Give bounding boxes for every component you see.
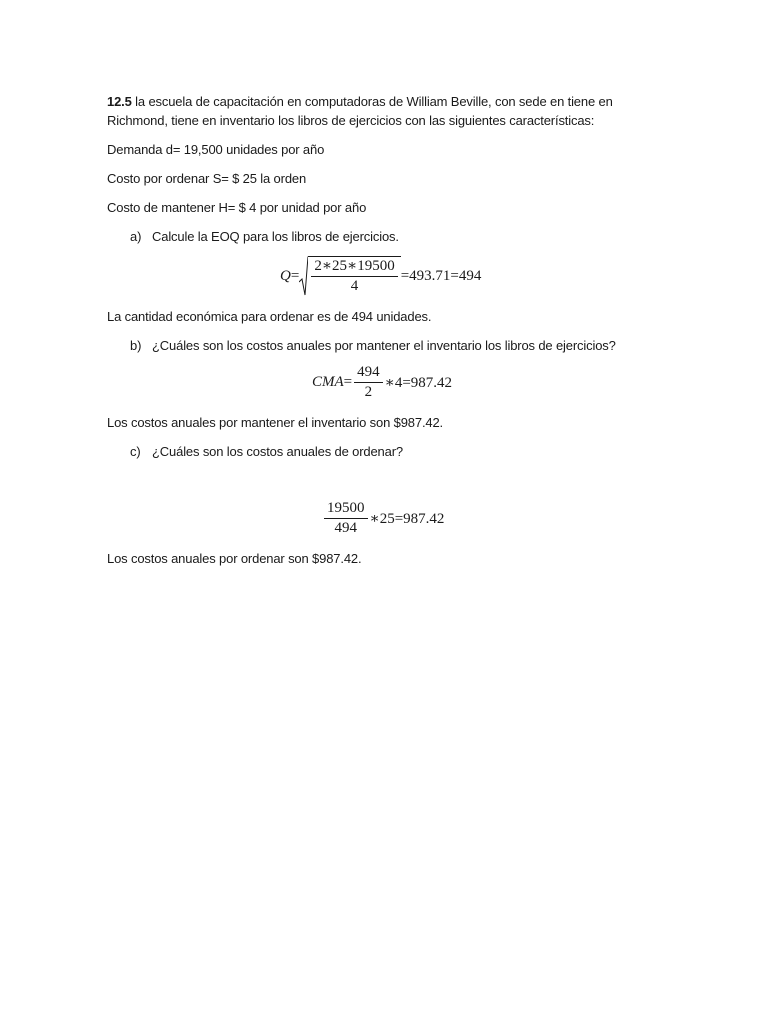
cma-lhs: CMA [312,373,344,390]
cma-numerator: 494 [354,364,383,383]
order-cost-line: Costo por ordenar S= $ 25 la orden [107,171,307,186]
cma-formula [312,363,452,401]
answer-b: Los costos anuales por mantener el inventario son $987.42. [107,415,444,430]
eoq-equals: = [290,267,300,284]
sqrt-symbol [299,256,400,296]
cma-fraction [354,364,383,401]
intro-line-1 [107,92,613,111]
order-cost-denominator: 494 [334,519,357,536]
eoq-numerator: 2∗25∗19500 [311,258,397,277]
cma-denominator: 2 [364,383,373,400]
cma-equals: = [343,373,353,390]
eoq-denominator: 4 [350,278,359,294]
eoq-fraction [311,258,397,295]
question-c-label: c) [130,444,141,459]
question-a-text: Calcule la EOQ para los libros de ejercicios. [152,229,399,244]
question-a-label: a) [130,229,142,244]
order-cost-fraction [324,500,368,537]
eoq-lhs: Q [280,267,291,284]
problem-number: 12.5 [107,94,132,109]
question-b-label: b) [130,338,142,353]
eoq-formula [280,256,481,296]
answer-a: La cantidad económica para ordenar es de 494 unidades. [107,309,432,324]
question-b [130,336,616,355]
question-c [130,442,403,461]
question-b-text: ¿Cuáles son los costos anuales por mantener el inventario los libros de ejercicios? [152,338,616,353]
holding-cost-line: Costo de mantener H= $ 4 por unidad por año [107,200,367,215]
question-c-text: ¿Cuáles son los costos anuales de ordenar? [152,444,403,459]
demand-line: Demanda d= 19,500 unidades por año [107,142,325,157]
order-cost-numerator: 19500 [324,500,368,519]
eoq-result: =493.71=494 [400,267,482,284]
intro-text-1: la escuela de capacitación en computadoras de William Beville, con sede en tiene en [131,94,613,109]
order-cost-result: ∗25=987.42 [369,510,445,527]
question-a [130,227,399,246]
cma-result: ∗4=987.42 [384,374,453,391]
intro-line-2: Richmond, tiene en inventario los libros de ejercicios con las siguientes características: [107,113,595,128]
answer-c: Los costos anuales por ordenar son $987.42. [107,551,362,566]
order-cost-formula [322,499,444,537]
